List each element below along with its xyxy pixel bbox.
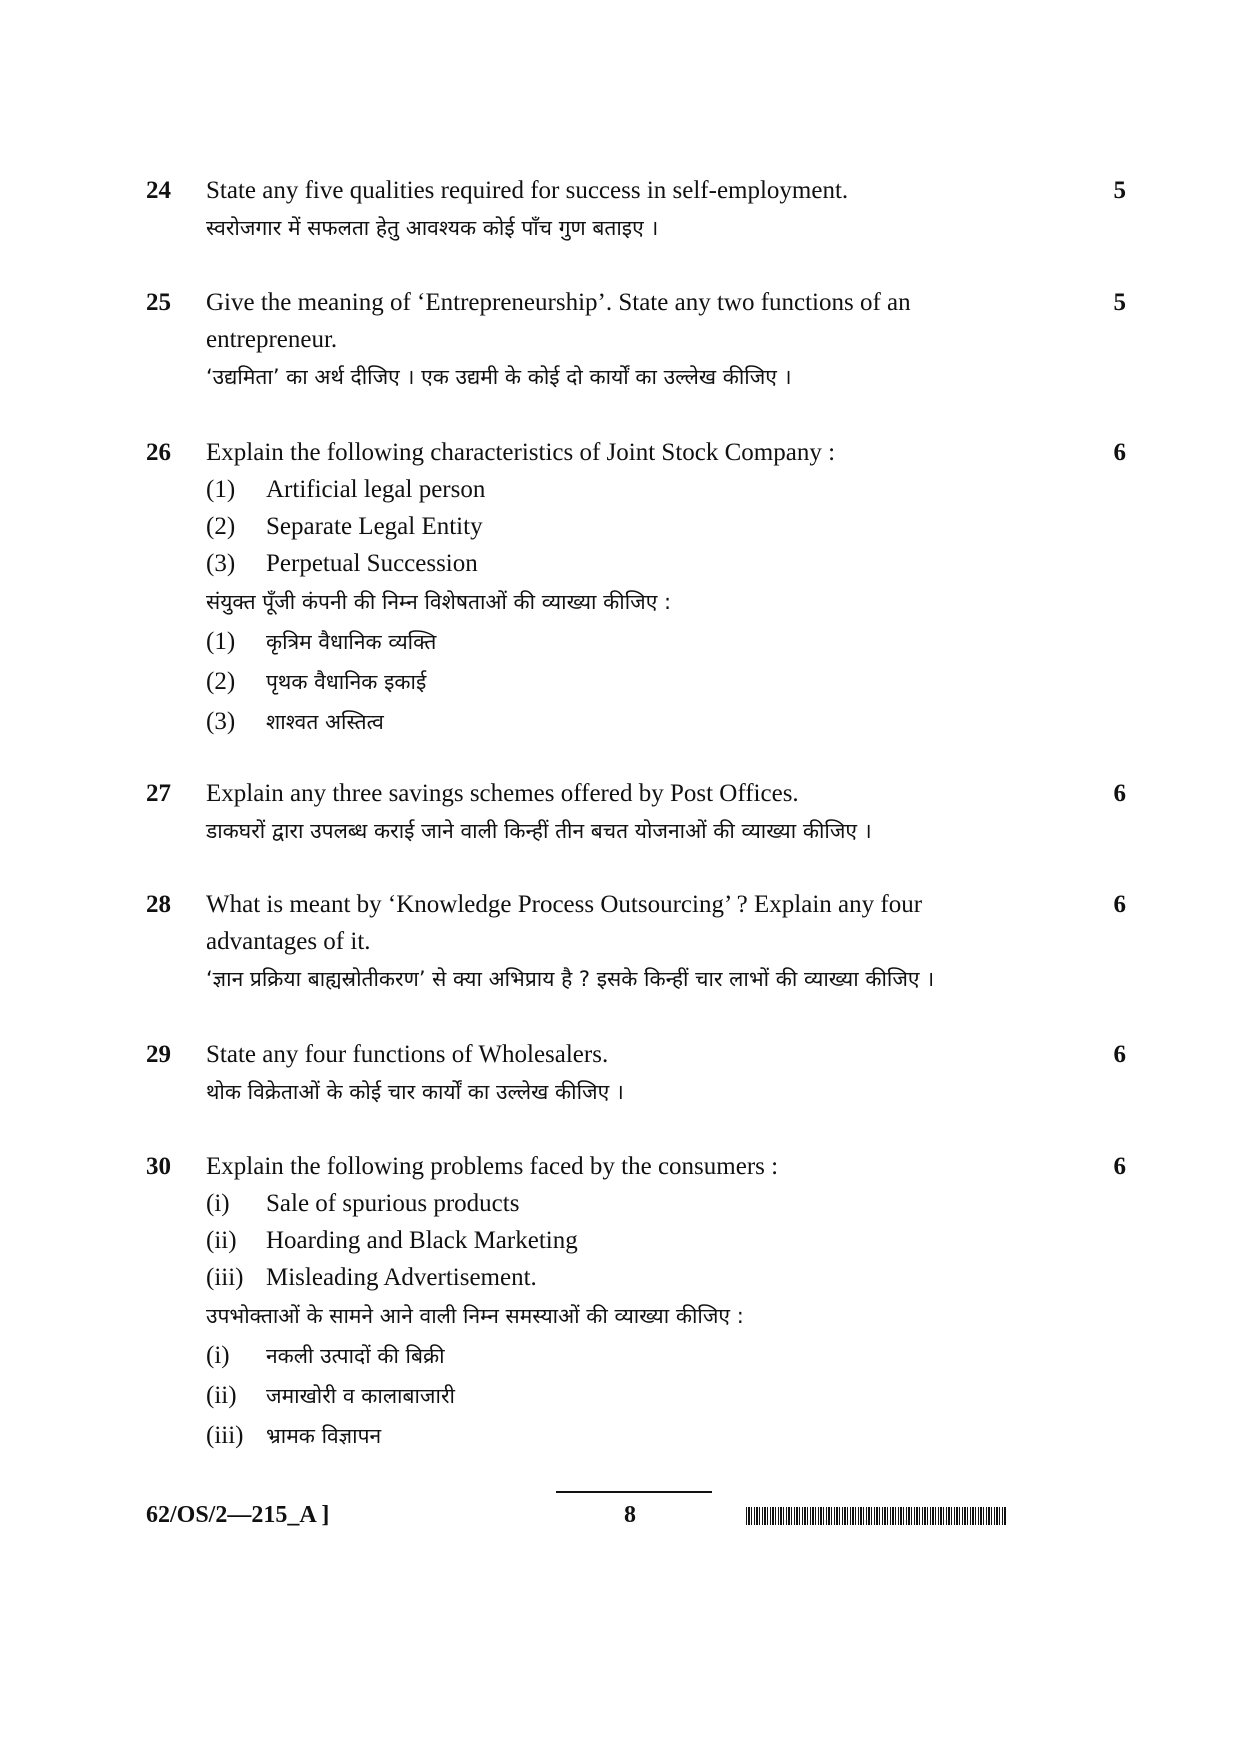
- item-text: कृत्रिम वैधानिक व्यक्ति: [266, 630, 437, 654]
- question-marks: 6: [1113, 891, 1126, 918]
- item-text: नकली उत्पादों की बिक्री: [266, 1344, 445, 1368]
- item-text: जमाखोरी व कालाबाजारी: [266, 1384, 455, 1408]
- question-27: [146, 775, 1126, 855]
- item-label: (1): [206, 476, 236, 503]
- item-label: (i): [206, 1342, 230, 1369]
- question-text-en: Explain the following characteristics of Joint Stock Company :: [206, 439, 836, 466]
- list-item: [206, 1222, 1026, 1259]
- item-label: (i): [206, 1190, 230, 1217]
- list-item: [206, 622, 1026, 662]
- list-item: [206, 702, 1026, 742]
- question-text-hi: उपभोक्ताओं के सामने आने वाली निम्न समस्याओं की व्याख्या कीजिए :: [206, 1304, 744, 1328]
- item-label: (3): [206, 708, 236, 735]
- barcode-icon: [746, 1507, 1006, 1525]
- item-label: (ii): [206, 1227, 237, 1254]
- item-label: (iii): [206, 1264, 244, 1291]
- item-text: Separate Legal Entity: [266, 513, 483, 540]
- page-number: 8: [624, 1502, 636, 1528]
- list-item: [206, 662, 1026, 702]
- item-label: (1): [206, 628, 236, 655]
- question-marks: 5: [1113, 177, 1126, 204]
- list-item: [206, 1259, 1026, 1296]
- question-body: [206, 1036, 1026, 1111]
- question-number: 30: [146, 1153, 171, 1180]
- question-text-hi: डाकघरों द्वारा उपलब्ध कराई जाने वाली किन्हीं तीन बचत योजनाओं की व्याख्या कीजिए ।: [206, 819, 872, 843]
- question-marks: 6: [1113, 439, 1126, 466]
- question-number: 29: [146, 1041, 171, 1068]
- list-item: [206, 1416, 1026, 1456]
- list-item: [206, 1185, 1026, 1222]
- item-label: (2): [206, 668, 236, 695]
- question-26: [146, 434, 1126, 734]
- item-text: पृथक वैधानिक इकाई: [266, 670, 427, 694]
- list-item: [206, 508, 1026, 545]
- question-number: 26: [146, 439, 171, 466]
- list-item: [206, 1336, 1026, 1376]
- question-body: [206, 775, 1026, 850]
- question-text-en: advantages of it.: [206, 928, 371, 955]
- paper-code: 62/OS/2—215_A ]: [146, 1502, 330, 1528]
- question-text-en: entrepreneur.: [206, 326, 338, 353]
- item-text: भ्रामक विज्ञापन: [266, 1424, 382, 1448]
- item-text: Perpetual Succession: [266, 550, 478, 577]
- question-25: [146, 284, 1126, 399]
- item-text: शाश्वत अस्तित्व: [266, 710, 384, 734]
- question-marks: 5: [1113, 289, 1126, 316]
- list-item: [206, 1376, 1026, 1416]
- question-body: [206, 172, 1026, 247]
- question-number: 25: [146, 289, 171, 316]
- question-body: [206, 284, 1026, 396]
- question-body: [206, 434, 1026, 742]
- question-marks: 6: [1113, 1153, 1126, 1180]
- question-text-hi: ‘उद्यमिता’ का अर्थ दीजिए । एक उद्यमी के कोई दो कार्यों का उल्लेख कीजिए ।: [206, 365, 792, 389]
- question-marks: 6: [1113, 1041, 1126, 1068]
- item-text: Hoarding and Black Marketing: [266, 1227, 578, 1254]
- question-body: [206, 1148, 1026, 1456]
- question-number: 24: [146, 177, 171, 204]
- question-text-hi: स्वरोजगार में सफलता हेतु आवश्यक कोई पाँच गुण बताइए ।: [206, 216, 659, 240]
- question-29: [146, 1036, 1126, 1116]
- question-text-en: Explain any three savings schemes offered by Post Offices.: [206, 780, 799, 807]
- question-text-en: State any four functions of Wholesalers.: [206, 1041, 609, 1068]
- list-item: [206, 545, 1026, 582]
- question-text-en: Give the meaning of ‘Entrepreneurship’. State any two functions of an: [206, 289, 911, 316]
- end-divider: [556, 1491, 712, 1493]
- question-24: [146, 172, 1126, 252]
- list-item: [206, 471, 1026, 508]
- question-28: [146, 886, 1126, 1001]
- item-label: (2): [206, 513, 236, 540]
- item-label: (3): [206, 550, 236, 577]
- item-label: (iii): [206, 1422, 244, 1449]
- item-text: Sale of spurious products: [266, 1190, 520, 1217]
- question-text-en: Explain the following problems faced by the consumers :: [206, 1153, 779, 1180]
- question-body: [206, 886, 1026, 998]
- item-text: Misleading Advertisement.: [266, 1264, 537, 1291]
- question-text-en: State any five qualities required for success in self-employment.: [206, 177, 849, 204]
- question-number: 28: [146, 891, 171, 918]
- item-label: (ii): [206, 1382, 237, 1409]
- question-marks: 6: [1113, 780, 1126, 807]
- question-text-hi: ‘ज्ञान प्रक्रिया बाह्यस्रोतीकरण’ से क्या अभिप्राय है ? इसके किन्हीं चार लाभों की व्याख्या कीजिए ।: [206, 967, 935, 991]
- question-text-hi: थोक विक्रेताओं के कोई चार कार्यों का उल्लेख कीजिए ।: [206, 1080, 624, 1104]
- question-text-en: What is meant by ‘Knowledge Process Outsourcing’ ? Explain any four: [206, 891, 923, 918]
- question-number: 27: [146, 780, 171, 807]
- item-text: Artificial legal person: [266, 476, 486, 503]
- question-text-hi: संयुक्त पूँजी कंपनी की निम्न विशेषताओं की व्याख्या कीजिए :: [206, 590, 672, 614]
- question-30: [146, 1148, 1126, 1448]
